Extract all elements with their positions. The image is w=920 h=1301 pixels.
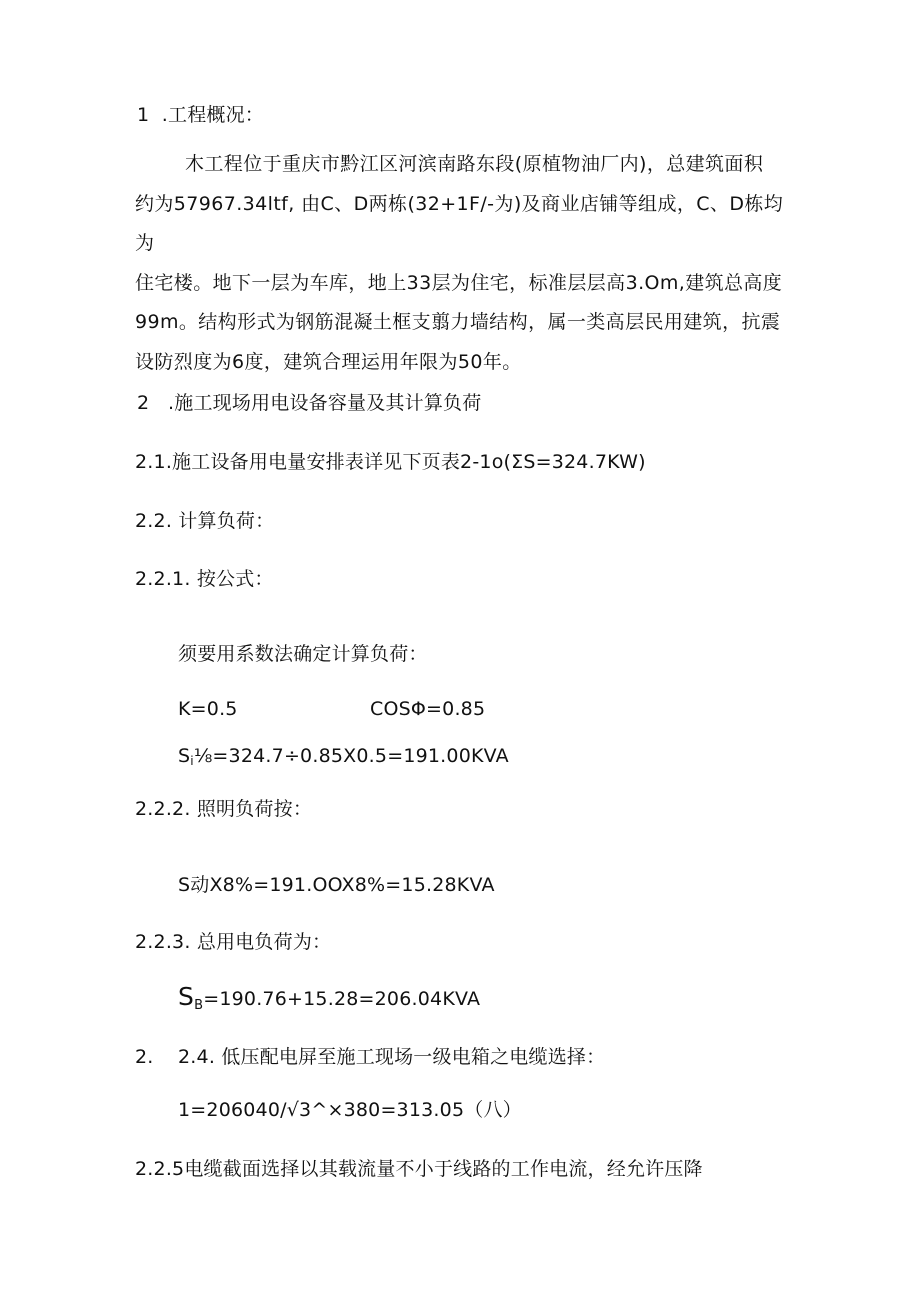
cos-value: COSΦ=0.85 <box>370 698 486 720</box>
section-2-heading: 2 .施工现场用电设备容量及其计算负荷 <box>137 392 482 414</box>
section-1-paragraph <box>135 145 795 382</box>
section-2-2-2-heading: 2.2.2. 照明负荷按： <box>135 798 313 820</box>
section-2-1-text: 2.1.施工设备用电量安排表详见下页表2-1o(ΣS=324.7KW) <box>135 451 646 473</box>
paragraph-line-4: 99m。结构形式为钢筋混凝土框支翦力墙结构，属一类高层民用建筑，抗震 <box>135 311 781 333</box>
section-2-2-4-number: 2. <box>135 1046 154 1068</box>
s-symbol: S <box>178 745 191 767</box>
section-2-2-4-heading: 2.4. 低压配电屏至施工现场一级电箱之电缆选择： <box>178 1046 606 1068</box>
sb-subscript: B <box>194 998 204 1013</box>
paragraph-line-5: 设防烈度为6度，建筑合理运用年限为50年。 <box>135 350 522 373</box>
paragraph-line-2: 约为57967.34ltf, 由C、D两栋(32+1F/-为)及商业店铺等组成，C、D栋均为 <box>135 192 784 254</box>
s-subscript: i <box>190 754 194 768</box>
s-formula-rest: ⅛=324.7÷0.85X0.5=191.00KVA <box>193 745 509 767</box>
sb-formula-rest: =190.76+15.28=206.04KVA <box>203 988 481 1010</box>
paragraph-line-1: 木工程位于重庆市黔江区河滨南路东段(原植物油厂内)，总建筑面积 <box>185 153 764 175</box>
sb-symbol: S <box>178 982 195 1011</box>
paragraph-line-3: 住宅楼。地下一层为车库，地上33层为住宅，标准层层高3.Om,建筑总高度 <box>135 271 783 294</box>
lighting-formula: S动X8%=191.OOX8%=15.28KVA <box>178 874 495 896</box>
current-formula: 1=206040/√3^×380=313.05（八） <box>178 1099 522 1121</box>
section-2-2-3-heading: 2.2.3. 总用电负荷为： <box>135 931 332 953</box>
section-2-2-5-text: 2.2.5电缆截面选择以其载流量不小于线路的工作电流，经允许压降 <box>135 1158 703 1180</box>
k-value: K=0.5 <box>178 698 238 720</box>
method-text: 须要用系数法确定计算负荷： <box>178 643 428 665</box>
section-1-heading: 1 .工程概况： <box>137 104 265 126</box>
s-calc-formula <box>178 744 509 773</box>
section-2-2-1-heading: 2.2.1. 按公式： <box>135 568 274 590</box>
total-load-formula <box>178 982 481 1018</box>
section-2-2-heading: 2.2. 计算负荷： <box>135 510 275 532</box>
